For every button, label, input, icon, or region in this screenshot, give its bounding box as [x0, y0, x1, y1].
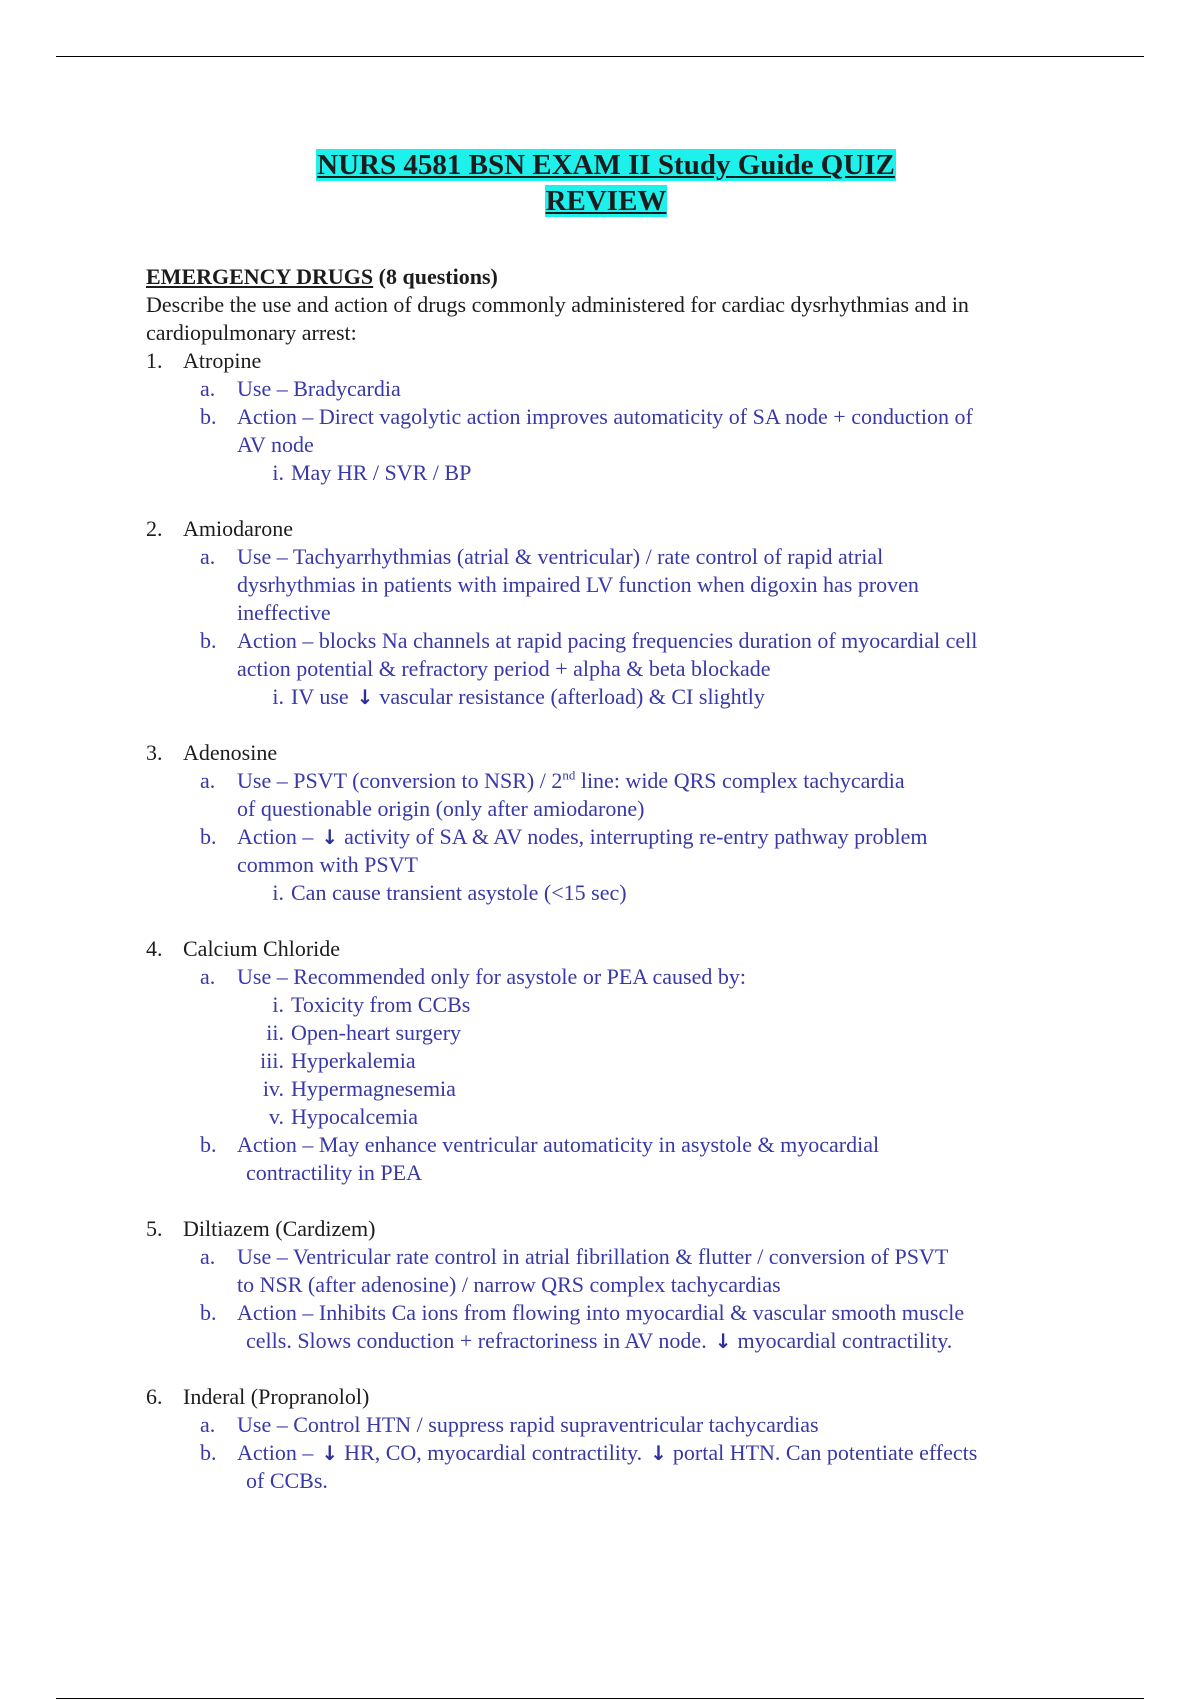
section-intro: Describe the use and action of drugs commonly administered for cardiac dysrhythmias and in cardiopulmonary arrest:	[146, 292, 969, 345]
use-marker: a.	[200, 1412, 216, 1437]
use-marker: a.	[200, 376, 216, 401]
cause-item: Hypocalcemia	[291, 1104, 419, 1129]
cause-item: Open-heart surgery	[291, 1020, 462, 1045]
drug-use: Use – Tachyarrhythmias (atrial & ventricular) / rate control of rapid atrial	[237, 544, 884, 569]
drug-name: Amiodarone	[183, 516, 293, 541]
drug-use-cont: dysrhythmias in patients with impaired LV function when digoxin has proven	[237, 572, 919, 597]
drug-number: 2.	[146, 516, 163, 541]
drug-use: Use – Control HTN / suppress rapid supraventricular tachycardias	[237, 1412, 819, 1437]
sub-marker: i.	[272, 460, 284, 485]
bottom-rule	[56, 1698, 1144, 1699]
drug-item	[146, 1383, 1066, 1495]
drug-name: Inderal (Propranolol)	[183, 1384, 370, 1409]
drug-sub-note: Can cause transient asystole (<15 sec)	[291, 880, 627, 905]
drug-action-cont-rest: myocardial contractility.	[737, 1328, 953, 1353]
title-line-1: NURS 4581 BSN EXAM II Study Guide QUIZ	[317, 149, 895, 181]
use-marker: a.	[200, 1244, 216, 1269]
drug-action-cont: AV node	[237, 432, 314, 457]
sub-marker: i.	[272, 880, 284, 905]
action-marker: b.	[200, 1440, 217, 1465]
page-title	[146, 147, 1066, 219]
action-marker: b.	[200, 1300, 217, 1325]
drug-use: Use – Ventricular rate control in atrial fibrillation & flutter / conversion of PSVT	[237, 1244, 949, 1269]
cause-item: Hyperkalemia	[291, 1048, 416, 1073]
use-marker: a.	[200, 964, 216, 989]
use-marker: a.	[200, 544, 216, 569]
cause-marker: v.	[268, 1104, 284, 1129]
drug-action: Action – May enhance ventricular automaticity in asystole & myocardial	[237, 1132, 880, 1157]
drug-sub-note-rest: vascular resistance (afterload) & CI slightly	[379, 684, 765, 709]
section-question-count: (8 questions)	[378, 264, 498, 289]
drug-item	[146, 347, 1066, 487]
drug-action-mid: HR, CO, myocardial contractility.	[344, 1440, 643, 1465]
down-arrow-icon: ↓	[356, 685, 374, 709]
document-page	[146, 147, 1066, 1495]
sub-marker: i.	[272, 684, 284, 709]
use-marker: a.	[200, 768, 216, 793]
drug-name: Atropine	[183, 348, 262, 373]
drug-item	[146, 935, 1066, 1187]
down-arrow-icon: ↓	[650, 1441, 667, 1465]
drug-number: 3.	[146, 740, 163, 765]
section-heading	[146, 263, 1066, 291]
action-marker: b.	[200, 404, 217, 429]
cause-item: Toxicity from CCBs	[291, 992, 471, 1017]
drug-action: Action –	[237, 1440, 314, 1465]
drug-action-cont: cells. Slows conduction + refractoriness in AV node.	[246, 1328, 707, 1353]
top-rule	[56, 56, 1144, 57]
drug-item	[146, 1215, 1066, 1355]
action-marker: b.	[200, 1132, 217, 1157]
drug-action-cont: of CCBs.	[246, 1468, 328, 1493]
cause-marker: iii.	[260, 1048, 284, 1073]
drug-item	[146, 739, 1066, 907]
cause-marker: ii.	[266, 1020, 284, 1045]
cause-marker: iv.	[262, 1076, 284, 1101]
down-arrow-icon: ↓	[321, 825, 339, 849]
drug-sub-note: IV use	[291, 684, 349, 709]
drug-use: Use – Bradycardia	[237, 376, 401, 401]
drug-use-cont: ineffective	[237, 600, 331, 625]
drug-use-cont: to NSR (after adenosine) / narrow QRS complex tachycardias	[237, 1272, 781, 1297]
ordinal-suffix: nd	[562, 767, 576, 783]
drug-use: Use – PSVT (conversion to NSR) / 2	[237, 768, 563, 793]
drug-use-rest: line: wide QRS complex tachycardia	[575, 768, 905, 793]
drug-name: Diltiazem (Cardizem)	[183, 1216, 376, 1241]
drug-use: Use – Recommended only for asystole or PEA caused by:	[237, 964, 746, 989]
action-marker: b.	[200, 824, 217, 849]
drug-action-rest: portal HTN. Can potentiate effects	[672, 1440, 978, 1465]
drug-name: Adenosine	[183, 740, 278, 765]
title-line-2: REVIEW	[545, 185, 667, 217]
drug-action: Action –	[237, 824, 314, 849]
drug-item	[146, 515, 1066, 711]
drug-name: Calcium Chloride	[183, 936, 341, 961]
drug-sub-note: May HR / SVR / BP	[291, 460, 472, 485]
cause-item: Hypermagnesemia	[291, 1076, 456, 1101]
action-marker: b.	[200, 628, 217, 653]
drug-number: 4.	[146, 936, 163, 961]
drug-number: 5.	[146, 1216, 163, 1241]
drug-action: Action – Direct vagolytic action improves automaticity of SA node + conduction of	[237, 404, 973, 429]
section-heading-text: EMERGENCY DRUGS	[146, 264, 374, 289]
down-arrow-icon: ↓	[714, 1329, 732, 1353]
drug-action: Action – Inhibits Ca ions from flowing into myocardial & vascular smooth muscle	[237, 1300, 965, 1325]
drug-action-rest: activity of SA & AV nodes, interrupting re-entry pathway problem	[344, 824, 928, 849]
down-arrow-icon: ↓	[321, 1441, 339, 1465]
drug-action-cont: common with PSVT	[237, 852, 418, 877]
drug-action-cont: action potential & refractory period + alpha & beta blockade	[237, 656, 771, 681]
drug-number: 6.	[146, 1384, 163, 1409]
cause-marker: i.	[272, 992, 284, 1017]
drug-number: 1.	[146, 348, 163, 373]
drug-use-cont: of questionable origin (only after amiodarone)	[237, 796, 645, 821]
drug-action-cont: contractility in PEA	[246, 1160, 422, 1185]
drug-action: Action – blocks Na channels at rapid pacing frequencies duration of myocardial cell	[237, 628, 978, 653]
